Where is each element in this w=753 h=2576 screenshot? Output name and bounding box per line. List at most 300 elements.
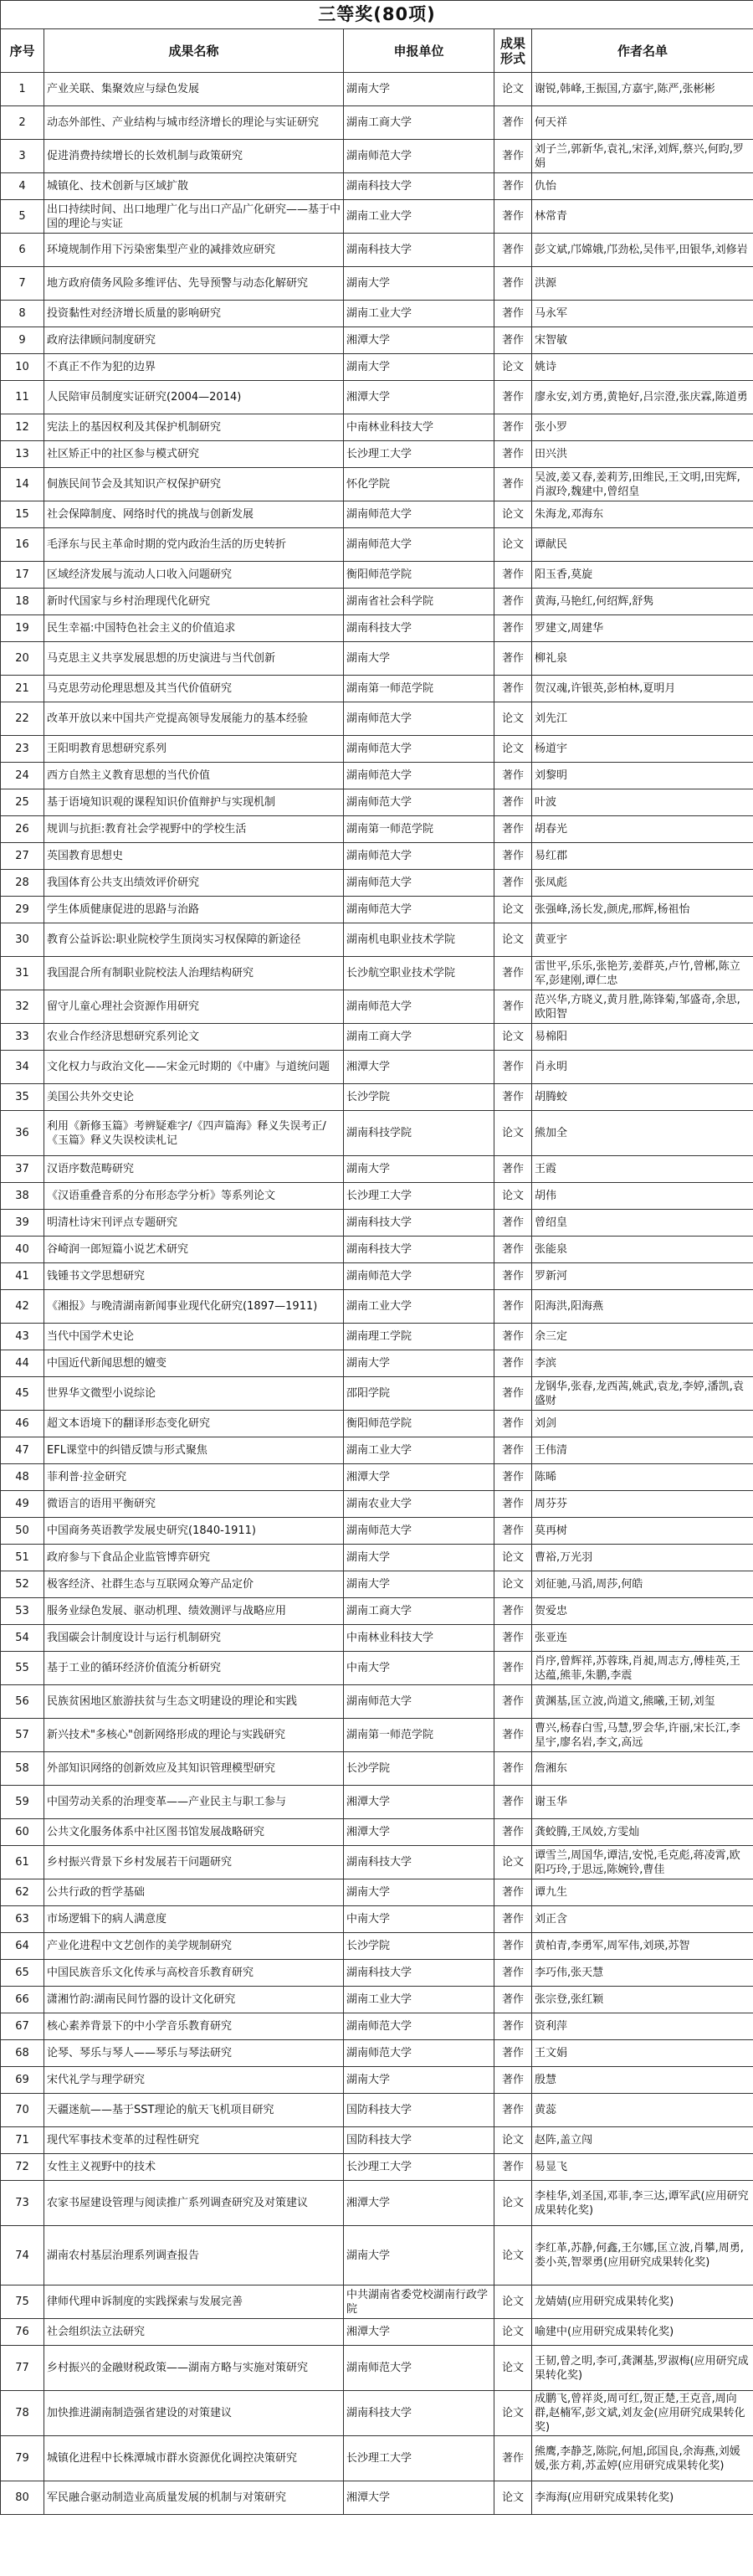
row-unit: 湖南工业大学	[344, 200, 494, 234]
row-form: 著作	[494, 1350, 532, 1377]
row-form: 论文	[494, 2226, 532, 2285]
row-authors: 刘黎明	[532, 763, 753, 789]
row-unit: 湘潭大学	[344, 327, 494, 354]
table-row	[1, 897, 753, 923]
row-index: 3	[1, 140, 44, 173]
row-title: 明清杜诗宋刊评点专题研究	[44, 1210, 344, 1237]
table-row	[1, 642, 753, 676]
row-authors: 余三定	[532, 1324, 753, 1350]
row-form: 著作	[494, 1464, 532, 1491]
row-title: 民生幸福:中国特色社会主义的价值追求	[44, 615, 344, 642]
row-title: 环境规制作用下污染密集型产业的减排效应研究	[44, 234, 344, 267]
row-authors: 谭九生	[532, 1879, 753, 1906]
row-authors: 张强峰,汤长发,颜虎,邢辉,杨祖怡	[532, 897, 753, 923]
table-row	[1, 1411, 753, 1437]
row-authors: 柳礼泉	[532, 642, 753, 676]
row-index: 31	[1, 957, 44, 990]
row-title: 规训与抗拒:教育社会学视野中的学校生活	[44, 816, 344, 843]
row-title: 公共文化服务体系中社区图书馆发展战略研究	[44, 1819, 344, 1846]
row-authors: 谭献民	[532, 528, 753, 562]
table-row	[1, 1263, 753, 1290]
row-authors: 马永军	[532, 301, 753, 327]
table-row	[1, 843, 753, 870]
table-row	[1, 2127, 753, 2154]
row-unit: 湖南科技大学	[344, 2391, 494, 2436]
row-unit: 湖南工商大学	[344, 1598, 494, 1625]
row-form: 著作	[494, 2040, 532, 2067]
row-title: 社会组织法立法研究	[44, 2319, 344, 2346]
row-authors: 王文娟	[532, 2040, 753, 2067]
row-form: 著作	[494, 468, 532, 501]
row-authors: 刘征驰,马滔,周莎,何皓	[532, 1571, 753, 1598]
row-form: 论文	[494, 1183, 532, 1210]
row-index: 9	[1, 327, 44, 354]
row-unit: 湖南机电职业技术学院	[344, 923, 494, 957]
row-form: 著作	[494, 301, 532, 327]
row-unit: 湖南大学	[344, 1156, 494, 1183]
row-authors: 赵阵,盖立闯	[532, 2127, 753, 2154]
row-title: 宪法上的基因权利及其保护机制研究	[44, 414, 344, 441]
table-row	[1, 1598, 753, 1625]
row-authors: 刘子兰,郭新华,袁礼,宋泽,刘辉,蔡兴,何昀,罗娟	[532, 140, 753, 173]
row-unit: 湖南科技大学	[344, 1846, 494, 1879]
row-authors: 黄渊基,匡立波,尚道文,熊曦,王韧,刘玺	[532, 1685, 753, 1719]
row-unit: 湖南工业大学	[344, 1987, 494, 2013]
table-row	[1, 501, 753, 528]
table-row	[1, 1685, 753, 1719]
table-row	[1, 562, 753, 589]
row-form: 论文	[494, 1545, 532, 1571]
table-row	[1, 1183, 753, 1210]
row-form: 著作	[494, 1933, 532, 1960]
row-form: 著作	[494, 562, 532, 589]
table-row	[1, 1879, 753, 1906]
row-authors: 龚蛟腾,王凤姣,方雯灿	[532, 1819, 753, 1846]
row-unit: 湖南大学	[344, 2067, 494, 2094]
table-row	[1, 615, 753, 642]
row-title: 学生体质健康促进的思路与治路	[44, 897, 344, 923]
row-unit: 湖南师范大学	[344, 897, 494, 923]
row-form: 著作	[494, 870, 532, 897]
row-index: 17	[1, 562, 44, 589]
table-row	[1, 301, 753, 327]
row-unit: 湖南第一师范学院	[344, 676, 494, 702]
row-form: 著作	[494, 1210, 532, 1237]
row-authors: 张小罗	[532, 414, 753, 441]
row-index: 16	[1, 528, 44, 562]
row-title: 不真正不作为犯的边界	[44, 354, 344, 381]
row-form: 著作	[494, 676, 532, 702]
row-authors: 肖序,曾辉祥,苏蓉珠,肖昶,周志方,傅桂英,王达蕴,熊菲,朱鹏,李震	[532, 1652, 753, 1685]
row-index: 44	[1, 1350, 44, 1377]
row-form: 论文	[494, 354, 532, 381]
table-row	[1, 2226, 753, 2285]
table-row	[1, 1752, 753, 1786]
row-form: 著作	[494, 1411, 532, 1437]
row-title: 民族贫困地区旅游扶贫与生态文明建设的理论和实践	[44, 1685, 344, 1719]
table-row	[1, 327, 753, 354]
row-form: 论文	[494, 2391, 532, 2436]
row-form: 著作	[494, 1084, 532, 1111]
row-index: 41	[1, 1263, 44, 1290]
table-row	[1, 1290, 753, 1324]
row-form: 论文	[494, 923, 532, 957]
row-authors: 黄海,马艳红,何绍辉,舒隽	[532, 589, 753, 615]
row-index: 49	[1, 1491, 44, 1518]
row-index: 7	[1, 267, 44, 301]
row-form: 论文	[494, 2285, 532, 2319]
row-authors: 张凤彪	[532, 870, 753, 897]
row-form: 论文	[494, 2346, 532, 2391]
row-index: 34	[1, 1051, 44, 1084]
row-index: 70	[1, 2094, 44, 2127]
row-authors: 黄亚宇	[532, 923, 753, 957]
row-title: 市场逻辑下的病人满意度	[44, 1906, 344, 1933]
row-unit: 湖南师范大学	[344, 870, 494, 897]
row-index: 56	[1, 1685, 44, 1719]
row-unit: 湖南大学	[344, 1350, 494, 1377]
row-unit: 湖南科技大学	[344, 1237, 494, 1263]
row-title: 湖南农村基层治理系列调查报告	[44, 2226, 344, 2285]
row-title: 当代中国学术史论	[44, 1324, 344, 1350]
row-form: 著作	[494, 763, 532, 789]
row-unit: 湖南理工学院	[344, 1324, 494, 1350]
row-index: 74	[1, 2226, 44, 2285]
row-form: 著作	[494, 990, 532, 1024]
table-row	[1, 990, 753, 1024]
row-index: 21	[1, 676, 44, 702]
row-title: 人民陪审员制度实证研究(2004—2014)	[44, 381, 344, 414]
row-form: 著作	[494, 1625, 532, 1652]
table-row	[1, 1719, 753, 1752]
row-index: 72	[1, 2154, 44, 2181]
table-row	[1, 1933, 753, 1960]
row-index: 36	[1, 1111, 44, 1156]
row-form: 著作	[494, 1960, 532, 1987]
table-row	[1, 1906, 753, 1933]
row-unit: 湖南科技学院	[344, 1111, 494, 1156]
row-index: 14	[1, 468, 44, 501]
row-title: 留守儿童心理社会资源作用研究	[44, 990, 344, 1024]
row-title: 动态外部性、产业结构与城市经济增长的理论与实证研究	[44, 106, 344, 140]
table-row	[1, 73, 753, 106]
row-index: 71	[1, 2127, 44, 2154]
row-authors: 谢玉华	[532, 1786, 753, 1819]
row-authors: 范兴华,方晓义,黄月胜,陈锋菊,邹盛奇,余思,欧阳智	[532, 990, 753, 1024]
table-row	[1, 789, 753, 816]
row-index: 26	[1, 816, 44, 843]
table-row	[1, 381, 753, 414]
table-row	[1, 1464, 753, 1491]
table-row	[1, 140, 753, 173]
row-index: 30	[1, 923, 44, 957]
row-authors: 詹湘东	[532, 1752, 753, 1786]
row-title: 《汉语重叠音系的分布形态学分析》等系列论文	[44, 1183, 344, 1210]
row-authors: 林常青	[532, 200, 753, 234]
row-index: 33	[1, 1024, 44, 1051]
row-title: 文化权力与政治文化——宋金元时期的《中庸》与道统问题	[44, 1051, 344, 1084]
row-title: 美国公共外交史论	[44, 1084, 344, 1111]
row-authors: 廖永安,刘方勇,黄艳好,吕宗澄,张庆霖,陈道勇	[532, 381, 753, 414]
row-unit: 湖南第一师范学院	[344, 816, 494, 843]
table-row	[1, 957, 753, 990]
table-row	[1, 2285, 753, 2319]
row-title: 新兴技术"多核心"创新网络形成的理论与实践研究	[44, 1719, 344, 1752]
row-unit: 中南大学	[344, 1906, 494, 1933]
row-form: 著作	[494, 1377, 532, 1411]
row-unit: 怀化学院	[344, 468, 494, 501]
row-authors: 杨道宇	[532, 736, 753, 763]
row-authors: 胡春光	[532, 816, 753, 843]
row-form: 著作	[494, 381, 532, 414]
row-title: 我国混合所有制职业院校法人治理结构研究	[44, 957, 344, 990]
table-row	[1, 1545, 753, 1571]
row-unit: 湘潭大学	[344, 381, 494, 414]
table-row	[1, 106, 753, 140]
row-unit: 湖南大学	[344, 267, 494, 301]
row-authors: 曾绍皇	[532, 1210, 753, 1237]
table-row	[1, 1324, 753, 1350]
row-authors: 易棉阳	[532, 1024, 753, 1051]
row-form: 著作	[494, 1156, 532, 1183]
row-title: 农业合作经济思想研究系列论文	[44, 1024, 344, 1051]
table-row	[1, 414, 753, 441]
row-authors: 胡腾蛟	[532, 1084, 753, 1111]
row-unit: 湖南大学	[344, 1571, 494, 1598]
row-form: 著作	[494, 267, 532, 301]
row-title: 宋代礼学与理学研究	[44, 2067, 344, 2094]
row-title: 城镇化进程中长株潭城市群水资源优化调控决策研究	[44, 2436, 344, 2481]
row-title: 我国碳会计制度设计与运行机制研究	[44, 1625, 344, 1652]
row-title: 马克思劳动伦理思想及其当代价值研究	[44, 676, 344, 702]
row-title: 钱锺书文学思想研究	[44, 1263, 344, 1290]
row-unit: 中南大学	[344, 1652, 494, 1685]
row-authors: 资利萍	[532, 2013, 753, 2040]
row-title: 基于工业的循环经济价值流分析研究	[44, 1652, 344, 1685]
row-authors: 仇怡	[532, 173, 753, 200]
row-unit: 湖南大学	[344, 642, 494, 676]
row-title: 服务业绿色发展、驱动机理、绩效测评与战略应用	[44, 1598, 344, 1625]
row-unit: 国防科技大学	[344, 2127, 494, 2154]
table-row	[1, 1051, 753, 1084]
row-form: 著作	[494, 1237, 532, 1263]
row-form: 著作	[494, 1652, 532, 1685]
row-authors: 贺汉魂,许银英,彭柏林,夏明月	[532, 676, 753, 702]
row-form: 著作	[494, 1324, 532, 1350]
row-title: 促进消费持续增长的长效机制与政策研究	[44, 140, 344, 173]
row-index: 51	[1, 1545, 44, 1571]
row-title: 中国商务英语教学发展史研究(1840-1911)	[44, 1518, 344, 1545]
row-index: 8	[1, 301, 44, 327]
table-row	[1, 354, 753, 381]
row-title: 女性主义视野中的技术	[44, 2154, 344, 2181]
row-title: 潇湘竹韵:湖南民间竹器的设计文化研究	[44, 1987, 344, 2013]
row-index: 52	[1, 1571, 44, 1598]
table-row	[1, 589, 753, 615]
table-row	[1, 1491, 753, 1518]
row-authors: 肖永明	[532, 1051, 753, 1084]
table-row	[1, 1111, 753, 1156]
table-row	[1, 1571, 753, 1598]
row-unit: 湖南工商大学	[344, 106, 494, 140]
row-index: 59	[1, 1786, 44, 1819]
row-title: 外部知识网络的创新效应及其知识管理模型研究	[44, 1752, 344, 1786]
row-form: 著作	[494, 1051, 532, 1084]
table-row	[1, 267, 753, 301]
row-unit: 湘潭大学	[344, 1819, 494, 1846]
row-unit: 长沙学院	[344, 1933, 494, 1960]
row-title: 新时代国家与乡村治理现代化研究	[44, 589, 344, 615]
row-authors: 何天祥	[532, 106, 753, 140]
row-unit: 湖南师范大学	[344, 702, 494, 736]
table-row	[1, 676, 753, 702]
row-authors: 张能泉	[532, 1237, 753, 1263]
table-row	[1, 2013, 753, 2040]
row-unit: 湖南师范大学	[344, 1518, 494, 1545]
row-index: 68	[1, 2040, 44, 2067]
row-title: 社会保障制度、网络时代的挑战与创新发展	[44, 501, 344, 528]
row-form: 著作	[494, 816, 532, 843]
row-unit: 湖南农业大学	[344, 1491, 494, 1518]
row-form: 著作	[494, 106, 532, 140]
header-title: 成果名称	[44, 29, 344, 73]
row-form: 著作	[494, 589, 532, 615]
table-row	[1, 1625, 753, 1652]
row-form: 著作	[494, 441, 532, 468]
row-form: 著作	[494, 1263, 532, 1290]
row-unit: 长沙理工大学	[344, 441, 494, 468]
row-unit: 湖南工商大学	[344, 1024, 494, 1051]
row-unit: 湖南师范大学	[344, 501, 494, 528]
row-form: 著作	[494, 789, 532, 816]
row-index: 73	[1, 2181, 44, 2226]
row-index: 61	[1, 1846, 44, 1879]
row-authors: 宋智敏	[532, 327, 753, 354]
row-form: 著作	[494, 2067, 532, 2094]
row-form: 著作	[494, 1491, 532, 1518]
row-unit: 湖南师范大学	[344, 763, 494, 789]
table-row	[1, 2040, 753, 2067]
row-authors: 阳玉香,莫旋	[532, 562, 753, 589]
row-index: 60	[1, 1819, 44, 1846]
row-authors: 刘剑	[532, 1411, 753, 1437]
row-title: 论琴、琴乐与琴人——琴乐与琴法研究	[44, 2040, 344, 2067]
row-index: 40	[1, 1237, 44, 1263]
row-form: 著作	[494, 957, 532, 990]
row-index: 42	[1, 1290, 44, 1324]
row-authors: 张亚连	[532, 1625, 753, 1652]
row-index: 2	[1, 106, 44, 140]
row-title: 利用《新修玉篇》考辨疑难字/《四声篇海》释义失误考正/《玉篇》释义失误校读札记	[44, 1111, 344, 1156]
row-index: 4	[1, 173, 44, 200]
table-row	[1, 1024, 753, 1051]
row-form: 论文	[494, 702, 532, 736]
row-index: 13	[1, 441, 44, 468]
row-authors: 王霞	[532, 1156, 753, 1183]
table-row	[1, 1652, 753, 1685]
row-unit: 中南林业科技大学	[344, 1625, 494, 1652]
row-form: 著作	[494, 1437, 532, 1464]
row-index: 46	[1, 1411, 44, 1437]
row-index: 65	[1, 1960, 44, 1987]
row-form: 论文	[494, 1024, 532, 1051]
row-authors: 李红革,苏静,何鑫,王尔娜,匡立波,肖攀,周勇,娄小英,智翠勇(应用研究成果转化奖)	[532, 2226, 753, 2285]
row-title: 乡村振兴的金融财税政策——湖南方略与实施对策研究	[44, 2346, 344, 2391]
row-authors: 姚诗	[532, 354, 753, 381]
row-unit: 湖南师范大学	[344, 2040, 494, 2067]
row-authors: 李桂华,刘圣国,邓菲,李三达,谭军武(应用研究成果转化奖)	[532, 2181, 753, 2226]
header-unit: 申报单位	[344, 29, 494, 73]
row-unit: 湖南科技大学	[344, 173, 494, 200]
row-index: 54	[1, 1625, 44, 1652]
row-title: 公共行政的哲学基础	[44, 1879, 344, 1906]
row-authors: 李海海(应用研究成果转化奖)	[532, 2481, 753, 2515]
row-unit: 湘潭大学	[344, 2181, 494, 2226]
table-body	[1, 73, 753, 2515]
row-title: 菲利普·拉金研究	[44, 1464, 344, 1491]
row-authors: 王伟清	[532, 1437, 753, 1464]
table-row	[1, 1786, 753, 1819]
row-authors: 田兴洪	[532, 441, 753, 468]
row-title: 现代军事技术变革的过程性研究	[44, 2127, 344, 2154]
row-title: 农家书屋建设管理与阅读推广系列调查研究及对策建议	[44, 2181, 344, 2226]
row-index: 67	[1, 2013, 44, 2040]
row-index: 28	[1, 870, 44, 897]
row-authors: 谢锐,韩峰,王振国,方嘉宇,陈严,张彬彬	[532, 73, 753, 106]
table-row	[1, 923, 753, 957]
row-unit: 长沙理工大学	[344, 2154, 494, 2181]
row-form: 著作	[494, 843, 532, 870]
row-unit: 衡阳师范学院	[344, 562, 494, 589]
table-row	[1, 1156, 753, 1183]
row-unit: 湖南师范大学	[344, 140, 494, 173]
table-row	[1, 1437, 753, 1464]
row-index: 29	[1, 897, 44, 923]
row-title: 律师代理申诉制度的实践探索与发展完善	[44, 2285, 344, 2319]
row-unit: 湖南工业大学	[344, 1437, 494, 1464]
row-form: 论文	[494, 1571, 532, 1598]
row-authors: 谭雪兰,周国华,谭洁,安悦,毛克彪,蒋凌霄,欧阳巧玲,于思远,陈婉铃,曹佳	[532, 1846, 753, 1879]
row-authors: 曹裕,万光羽	[532, 1545, 753, 1571]
row-authors: 李巧伟,张天慧	[532, 1960, 753, 1987]
row-form: 著作	[494, 1819, 532, 1846]
table-row	[1, 173, 753, 200]
row-authors: 黄柏青,李勇军,周军伟,刘瑛,苏智	[532, 1933, 753, 1960]
row-form: 论文	[494, 73, 532, 106]
row-unit: 湖南科技大学	[344, 234, 494, 267]
row-unit: 湖南大学	[344, 354, 494, 381]
row-unit: 湖南师范大学	[344, 2346, 494, 2391]
row-title: 极客经济、社群生态与互联网众筹产品定价	[44, 1571, 344, 1598]
row-index: 10	[1, 354, 44, 381]
row-form: 著作	[494, 1685, 532, 1719]
row-index: 27	[1, 843, 44, 870]
row-form: 著作	[494, 1598, 532, 1625]
table-row	[1, 1237, 753, 1263]
row-title: 地方政府债务风险多维评估、先导预警与动态化解研究	[44, 267, 344, 301]
row-title: 汉语序数范畴研究	[44, 1156, 344, 1183]
row-authors: 喻建中(应用研究成果转化奖)	[532, 2319, 753, 2346]
row-index: 47	[1, 1437, 44, 1464]
row-index: 77	[1, 2346, 44, 2391]
row-unit: 湖南工业大学	[344, 301, 494, 327]
row-title: 社区矫正中的社区参与模式研究	[44, 441, 344, 468]
row-form: 著作	[494, 2013, 532, 2040]
row-authors: 刘先江	[532, 702, 753, 736]
row-unit: 衡阳师范学院	[344, 1411, 494, 1437]
row-title: 《湘报》与晚清湖南新闻事业现代化研究(1897—1911)	[44, 1290, 344, 1324]
row-unit: 湖南师范大学	[344, 843, 494, 870]
